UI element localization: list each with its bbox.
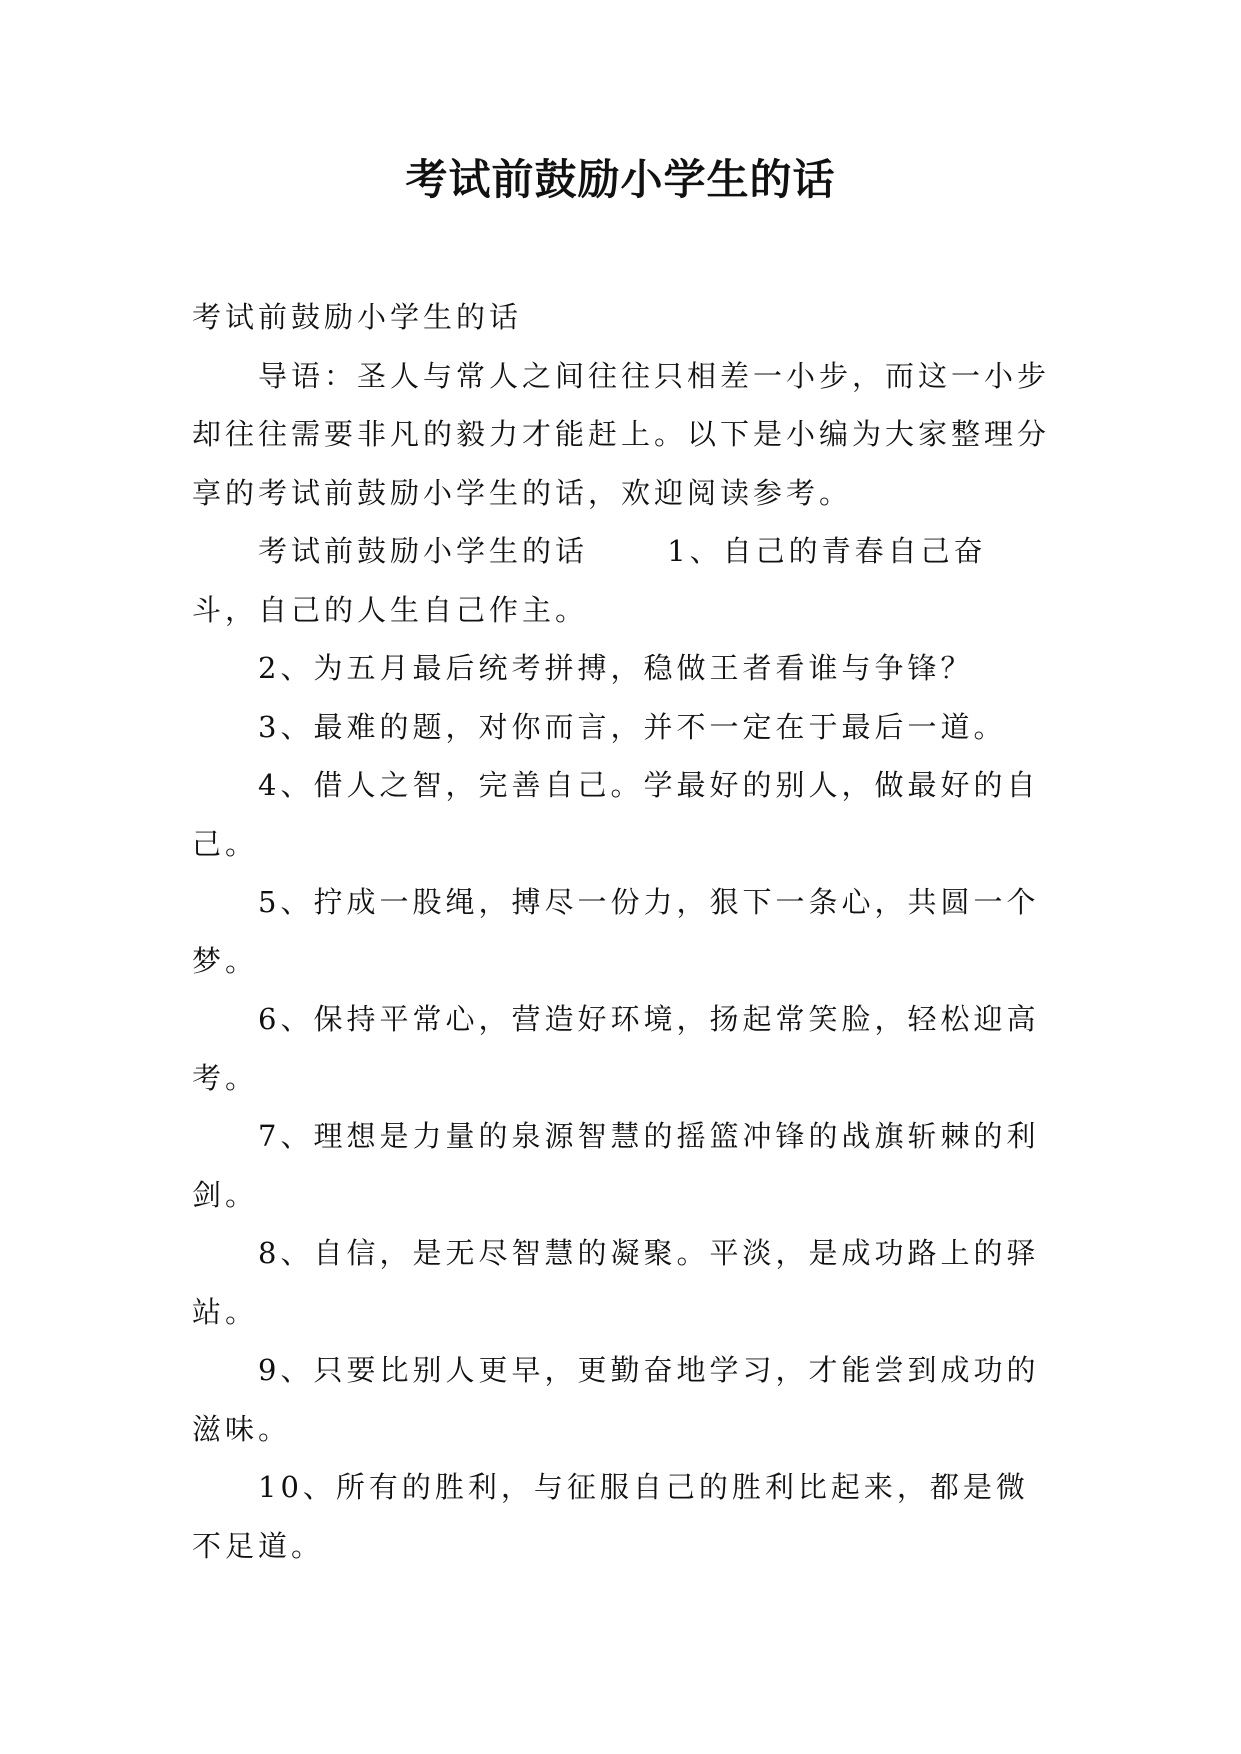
document-subtitle: 考试前鼓励小学生的话 bbox=[192, 300, 523, 334]
list-item: 9、只要比别人更早，更勤奋地学习，才能尝到成功的滋味。 bbox=[192, 1353, 1040, 1446]
document-title: 考试前鼓励小学生的话 bbox=[405, 155, 836, 204]
list-item: 8、自信，是无尽智慧的凝聚。平淡，是成功路上的驿站。 bbox=[192, 1236, 1040, 1329]
list-item: 4、借人之智，完善自己。学最好的别人，做最好的自己。 bbox=[192, 768, 1040, 861]
list-item: 3、最难的题，对你而言，并不一定在于最后一道。 bbox=[258, 709, 1007, 744]
list-item: 10、所有的胜利，与征服自己的胜利比起来，都是微不足道。 bbox=[192, 1470, 1029, 1563]
list-item: 7、理想是力量的泉源智慧的摇篮冲锋的战旗斩棘的利剑。 bbox=[192, 1119, 1040, 1212]
list-item: 2、为五月最后统考拼搏，稳做王者看谁与争锋？ bbox=[258, 651, 974, 685]
document-body bbox=[192, 288, 1052, 1575]
intro-paragraph: 导语：圣人与常人之间往往只相差一小步，而这一小步却往往需要非凡的毅力才能赶上。以下是小编为大家整理分享的考试前鼓励小学生的话，欢迎阅读参考。 bbox=[192, 358, 1051, 510]
list-item: 5、拧成一股绳，搏尽一份力，狠下一条心，共圆一个梦。 bbox=[192, 885, 1040, 978]
list-item: 6、保持平常心，营造好环境，扬起常笑脸，轻松迎高考。 bbox=[192, 1002, 1040, 1095]
list-item: 考试前鼓励小学生的话 1、自己的青春自己奋斗，自己的人生自己作主。 bbox=[192, 534, 987, 627]
